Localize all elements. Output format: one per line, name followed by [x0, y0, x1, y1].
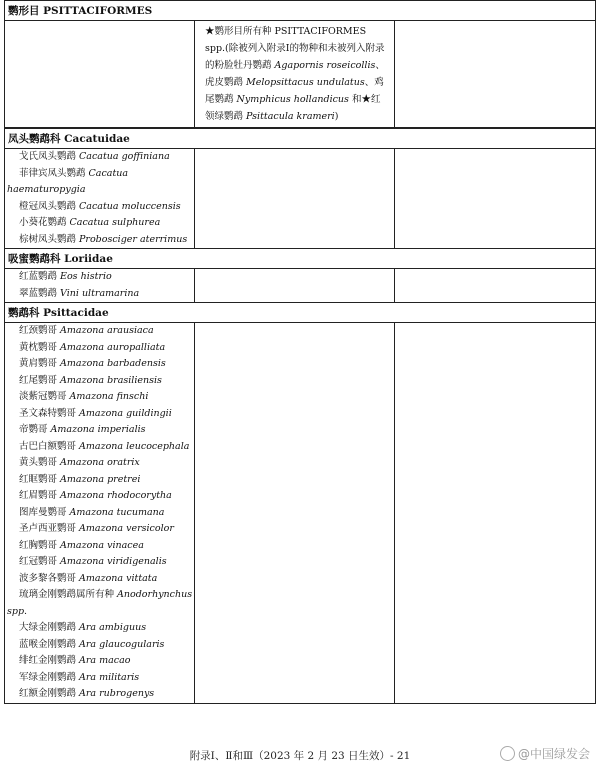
family-header-row — [4, 128, 596, 149]
species-scientific-name: Amazona leucocephala — [79, 440, 190, 452]
species-common-name: 棕树凤头鹦鹉 — [19, 233, 80, 245]
species-common-name: 菲律宾凤头鹦鹉 — [19, 167, 89, 179]
species-scientific-name: Amazona barbadensis — [60, 358, 166, 369]
family-header: 鹦鹉科 Psittacidae — [8, 307, 109, 319]
appendix-2-cell — [195, 323, 395, 703]
species-scientific-name: Amazona arausiaca — [60, 325, 154, 336]
species-common-name: 圣文森特鹦哥 — [19, 407, 80, 419]
species-common-name: 红胸鹦哥 — [19, 539, 61, 551]
species-entry — [5, 232, 194, 249]
star-mark: ★ — [205, 26, 215, 37]
appendix-3-cell — [395, 323, 595, 703]
species-entry — [5, 488, 194, 505]
species-common-name: 黄头鹦哥 — [19, 457, 61, 468]
species-entry — [5, 521, 194, 538]
appendix-1-cell — [5, 323, 195, 703]
species-entry — [5, 620, 194, 637]
note-text: 鹦形目所有种 PSITTACIFORMES spp.(除被列入附录Ⅰ的物种和未被列入附录的粉脸牡丹鹦鹉 — [205, 26, 385, 71]
page-footer: 附录Ⅰ、Ⅱ和Ⅲ（2023 年 2 月 23 日生效）- 21 — [189, 750, 411, 762]
species-scientific-name: Amazona brasiliensis — [60, 374, 162, 386]
appendix-2-cell — [195, 269, 395, 302]
species-common-name: 淡紫冠鹦哥 — [19, 391, 70, 402]
species-common-name: 翠蓝鹦鹉 — [19, 287, 61, 299]
star-mark: ★ — [361, 94, 371, 105]
species-common-name: 圣卢西亚鹦哥 — [19, 523, 80, 534]
species-scientific-name: Ara glaucogularis — [79, 638, 165, 650]
species-scientific-name: Amazona versicolor — [79, 523, 174, 534]
species-scientific-name: Cacatua goffiniana — [79, 151, 170, 162]
family-body-row — [4, 149, 596, 249]
appendix-3-cell — [395, 269, 595, 302]
species-common-name: 红蓝鹦鹉 — [19, 271, 61, 282]
appendix-1-cell — [5, 21, 195, 127]
family-header-row — [4, 303, 596, 323]
species-entry — [5, 340, 194, 357]
appendix-1-cell — [5, 149, 195, 248]
appendix-1-cell — [5, 269, 195, 302]
species-scientific-name: Amazona auropalliata — [60, 341, 166, 353]
species-scientific-name: Cacatua moluccensis — [79, 200, 181, 212]
species-entry — [5, 215, 194, 232]
species-common-name: 帝鹦哥 — [19, 424, 51, 435]
species-scientific-name: Amazona pretrei — [60, 473, 141, 485]
species-entry — [5, 199, 194, 216]
species-entry — [5, 286, 194, 303]
species-scientific-name: Amazona finschi — [69, 391, 149, 402]
family-header: 吸蜜鹦鹉科 Loriidae — [8, 253, 113, 265]
appendix-3-cell — [395, 149, 595, 248]
species-scientific-name: Probosciger aterrimus — [79, 233, 188, 245]
species-scientific-name: Eos histrio — [60, 271, 112, 282]
family-header-row — [4, 249, 596, 269]
species-entry — [5, 323, 194, 340]
species-common-name: 黄枕鹦哥 — [19, 341, 61, 353]
species-scientific-name: Amazona viridigenalis — [60, 556, 167, 567]
species-common-name: 波多黎各鹦哥 — [19, 572, 80, 584]
species-entry — [5, 670, 194, 687]
order-header-row — [4, 0, 596, 21]
species-entry — [5, 637, 194, 654]
note-text: 和 — [348, 94, 362, 105]
species-entry — [5, 269, 194, 286]
note-text: 、鸡尾鹦鹉 — [205, 77, 384, 105]
species-scientific-name: Amazona vittata — [79, 572, 158, 584]
species-entry — [5, 149, 194, 166]
note-text: 、虎皮鹦鹉 — [205, 60, 385, 88]
species-scientific-name: Amazona oratrix — [60, 457, 140, 468]
species-entry — [5, 422, 194, 439]
species-common-name: 小葵花鹦鹉 — [19, 217, 70, 228]
appendix-3-cell — [395, 21, 595, 127]
species-common-name: 大绿金刚鹦鹉 — [19, 622, 80, 633]
species-scientific-name: Amazona guildingii — [79, 407, 172, 419]
note-text: 红领绿鹦鹉 — [205, 94, 381, 122]
species-name: Agapornis roseicollis — [274, 60, 376, 71]
species-scientific-name: Vini ultramarina — [60, 287, 140, 299]
species-common-name: 红眶鹦哥 — [19, 473, 61, 485]
species-common-name: 戈氏凤头鹦鹉 — [19, 151, 80, 162]
species-entry — [5, 166, 194, 199]
families-container — [4, 128, 596, 704]
species-entry — [5, 538, 194, 555]
species-scientific-name: Cacatua haematuropygia — [7, 167, 129, 195]
species-name: Melopsittacus undulatus — [246, 77, 365, 88]
species-entry — [5, 505, 194, 522]
species-scientific-name: Amazona tucumana — [69, 506, 165, 518]
species-common-name: 红额金刚鹦鹉 — [19, 688, 80, 699]
species-common-name: 橙冠凤头鹦鹉 — [19, 200, 80, 212]
species-name: Psittacula krameri — [246, 111, 335, 122]
species-entry — [5, 587, 194, 620]
species-entry — [5, 653, 194, 670]
species-entry — [5, 554, 194, 571]
species-scientific-name: Amazona rhodocorytha — [60, 490, 172, 501]
appendix-2-cell — [195, 149, 395, 248]
species-scientific-name: Anodorhynchus spp. — [7, 589, 193, 617]
species-entry — [5, 389, 194, 406]
species-name: Nymphicus hollandicus — [236, 94, 349, 105]
order-note — [195, 21, 395, 127]
family-body-row — [4, 269, 596, 303]
species-common-name: 绯红金刚鹦鹉 — [19, 655, 80, 666]
species-entry — [5, 455, 194, 472]
species-scientific-name: Ara macao — [79, 655, 131, 666]
species-common-name: 红颈鹦哥 — [19, 325, 61, 336]
family-body-row — [4, 323, 596, 704]
watermark-text: @中国绿发会 — [517, 747, 590, 761]
order-note-row — [4, 21, 596, 128]
species-common-name: 红尾鹦哥 — [19, 374, 61, 386]
species-scientific-name: Ara militaris — [79, 671, 140, 683]
species-scientific-name: Ara ambiguus — [79, 622, 147, 633]
species-common-name: 黄肩鹦哥 — [19, 358, 61, 369]
species-common-name: 图库曼鹦哥 — [19, 506, 70, 518]
species-entry — [5, 571, 194, 588]
species-entry — [5, 472, 194, 489]
order-header: 鹦形目 PSITTACIFORMES — [8, 5, 153, 17]
family-header: 凤头鹦鹉科 Cacatuidae — [8, 133, 130, 145]
species-scientific-name: Ara rubrogenys — [79, 688, 155, 699]
species-entry — [5, 373, 194, 390]
species-common-name: 蓝喉金刚鹦鹉 — [19, 638, 80, 650]
note-text: ) — [334, 111, 339, 122]
species-common-name: 军绿金刚鹦鹉 — [19, 671, 80, 683]
watermark-logo-icon — [500, 746, 515, 761]
species-entry — [5, 406, 194, 423]
species-scientific-name: Amazona vinacea — [60, 539, 144, 551]
appendix-table — [4, 0, 596, 704]
species-entry — [5, 356, 194, 373]
species-scientific-name: Amazona imperialis — [50, 424, 146, 435]
watermark — [500, 745, 590, 762]
species-common-name: 红眉鹦哥 — [19, 490, 61, 501]
species-entry — [5, 686, 194, 703]
species-scientific-name: Cacatua sulphurea — [69, 217, 161, 228]
species-entry — [5, 439, 194, 456]
species-common-name: 古巴白额鹦哥 — [19, 440, 80, 452]
species-common-name: 红冠鹦哥 — [19, 556, 61, 567]
species-common-name: 琉璃金刚鹦鹉属所有种 — [19, 589, 118, 600]
